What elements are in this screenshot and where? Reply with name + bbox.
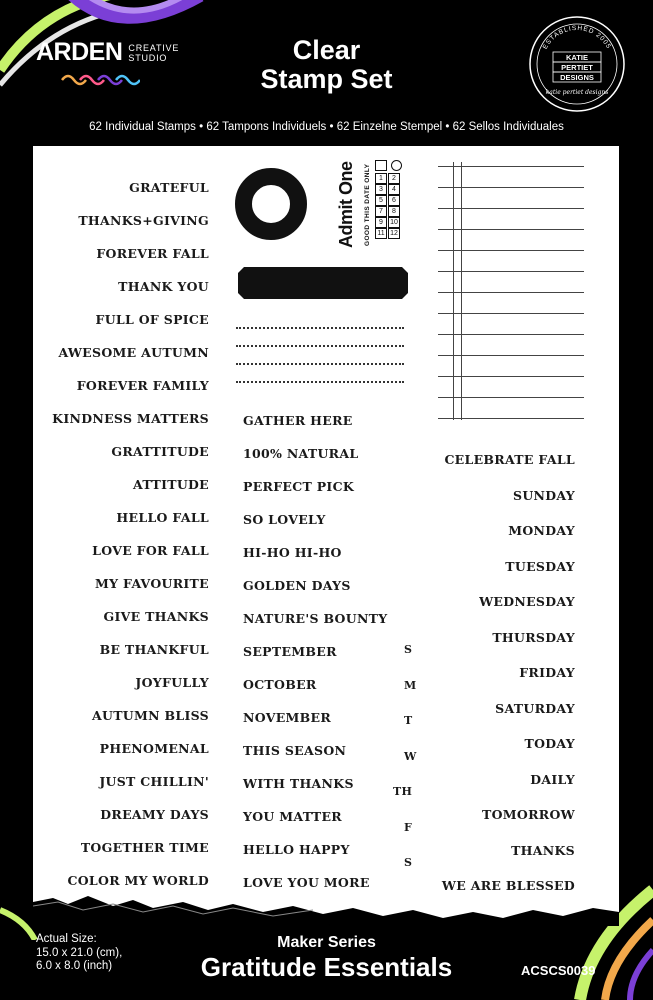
brand-sub-line1: CREATIVE bbox=[128, 42, 180, 53]
stamp-word: TOMORROW bbox=[481, 807, 575, 822]
brand-sub-line2: STUDIO bbox=[128, 52, 168, 63]
admit-one-subtext: GOOD THIS DATE ONLY bbox=[364, 163, 371, 246]
label-bar-stamp bbox=[238, 267, 408, 299]
dotted-line-stamp bbox=[236, 363, 404, 365]
stamp-word: TUESDAY bbox=[505, 558, 575, 574]
stamp-word: OCTOBER bbox=[243, 677, 317, 692]
stamp-word: MY FAVOURITE bbox=[95, 576, 209, 591]
product-code: ACSCS0039 bbox=[521, 963, 596, 978]
ticket-number-cell: 5 bbox=[375, 195, 387, 206]
ticket-number-cell: 4 bbox=[388, 184, 400, 195]
ticket-number-cell: 8 bbox=[388, 206, 400, 217]
stamp-sheet bbox=[33, 146, 619, 926]
weekday-letter: W bbox=[404, 749, 417, 763]
weekday-letter: S bbox=[404, 643, 413, 656]
stamp-count-subtitle: 62 Individual Stamps • 62 Tampons Individuels • 62 Einzelne Stempel • 62 Sellos Individuales bbox=[89, 121, 564, 133]
ticket-number-cell: 7 bbox=[375, 206, 387, 217]
seal-bottom-text: katie pertiet designs bbox=[545, 89, 609, 96]
stamp-word: SUNDAY bbox=[513, 487, 575, 503]
stamp-word: AUTUMN BLISS bbox=[92, 708, 209, 723]
stamp-word: WEDNESDAY bbox=[479, 594, 575, 609]
stamp-word: GRATEFUL bbox=[129, 180, 209, 195]
ticket-number-cell: 6 bbox=[388, 195, 400, 206]
seal-line2: PERTIET bbox=[561, 63, 593, 72]
stamp-word: TOGETHER TIME bbox=[80, 840, 209, 855]
seal-top-text: ESTABLISHED 2005 bbox=[541, 24, 613, 51]
product-name: Gratitude Essentials bbox=[200, 952, 453, 982]
stamp-word: HI-HO HI-HO bbox=[243, 545, 342, 560]
stamp-word: JOYFULLY bbox=[135, 675, 209, 690]
dotted-line-stamp bbox=[236, 345, 404, 347]
notepad-margin-line bbox=[453, 162, 454, 420]
stamp-word: THANKS bbox=[511, 842, 575, 858]
size-cm: 15.0 x 21.0 (cm), bbox=[36, 946, 123, 959]
ticket-number-cell: 11 bbox=[375, 228, 387, 239]
size-inch: 6.0 x 8.0 (inch) bbox=[36, 960, 113, 972]
seal-line1: KATIE bbox=[566, 53, 588, 62]
stamp-word: WITH THANKS bbox=[243, 776, 354, 791]
stamp-word: FOREVER FALL bbox=[96, 246, 209, 261]
notepad-line bbox=[438, 229, 584, 230]
stamp-word: FOREVER FAMILY bbox=[76, 378, 209, 393]
stamp-word: GIVE THANKS bbox=[103, 609, 209, 624]
stamp-word: NOVEMBER bbox=[243, 710, 332, 725]
dotted-line-stamp bbox=[236, 381, 404, 383]
stamp-word: PERFECT PICK bbox=[243, 479, 354, 494]
notepad-line bbox=[438, 187, 584, 188]
weekday-letter: T bbox=[404, 714, 413, 727]
stamp-word: WE ARE BLESSED bbox=[441, 878, 575, 893]
stamp-word: ATTITUDE bbox=[133, 477, 209, 492]
ticket-number-cell: 9 bbox=[375, 217, 387, 228]
stamp-word: GRATTITUDE bbox=[111, 444, 209, 459]
stamp-word: THURSDAY bbox=[492, 629, 575, 645]
stamp-word: THANKS+GIVING bbox=[78, 213, 209, 228]
admit-one-text: Admit One bbox=[336, 161, 356, 248]
stamp-word: KINDNESS MATTERS bbox=[52, 411, 209, 426]
stamp-word: FULL OF SPICE bbox=[95, 312, 209, 327]
dotted-line-stamp bbox=[236, 327, 404, 329]
notepad-line bbox=[438, 313, 584, 314]
ticket-number-cell: 2 bbox=[388, 173, 400, 184]
ticket-number-cell: 12 bbox=[388, 228, 400, 239]
notepad-line bbox=[438, 292, 584, 293]
notepad-margin-line bbox=[461, 162, 462, 420]
stamp-word: SO LOVELY bbox=[243, 512, 326, 527]
brand-name: ARDEN bbox=[36, 38, 123, 66]
stamp-word: SEPTEMBER bbox=[243, 644, 337, 659]
seal-line3: DESIGNS bbox=[560, 73, 594, 82]
stamp-word: YOU MATTER bbox=[243, 809, 342, 824]
title-line1: Clear bbox=[292, 35, 361, 65]
ticket-circle-icon bbox=[391, 160, 402, 171]
stamp-word: LOVE FOR FALL bbox=[92, 543, 209, 558]
stamp-word: BE THANKFUL bbox=[99, 642, 209, 657]
stamp-word: COLOR MY WORLD bbox=[67, 873, 209, 888]
stamp-word: HELLO FALL bbox=[116, 510, 209, 525]
notepad-line bbox=[438, 208, 584, 209]
series-name: Maker Series bbox=[277, 934, 376, 951]
weekday-letter: S bbox=[404, 856, 413, 869]
title-line2: Stamp Set bbox=[260, 64, 393, 94]
notepad-line bbox=[438, 397, 584, 398]
ticket-square-icon bbox=[375, 160, 387, 171]
weekday-letter: M bbox=[404, 678, 417, 692]
stamp-word: DREAMY DAYS bbox=[100, 807, 209, 822]
stamp-word: DAILY bbox=[530, 771, 575, 787]
weekday-letter: F bbox=[404, 820, 413, 834]
rainbow-swoosh-top-center bbox=[60, 0, 210, 30]
stamp-word: FRIDAY bbox=[519, 665, 575, 680]
stamp-word: AWESOME AUTUMN bbox=[58, 345, 209, 360]
stamp-word: NATURE'S BOUNTY bbox=[243, 611, 388, 626]
ticket-number-cell: 1 bbox=[375, 173, 387, 184]
weekday-letter: TH bbox=[393, 785, 413, 798]
size-label: Actual Size: bbox=[36, 933, 97, 945]
svg-text:ESTABLISHED 2005 bbox=[542, 25, 612, 51]
ticket-number-cell: 10 bbox=[388, 217, 400, 228]
notepad-line bbox=[438, 334, 584, 335]
stamp-word: HELLO HAPPY bbox=[243, 842, 350, 857]
stamp-word: TODAY bbox=[524, 736, 575, 751]
designer-seal-logo bbox=[527, 14, 627, 114]
notepad-line bbox=[438, 418, 584, 419]
stamp-word: THIS SEASON bbox=[243, 743, 347, 758]
notepad-line bbox=[438, 376, 584, 377]
stamp-word: CELEBRATE FALL bbox=[444, 452, 575, 467]
stamp-word: PHENOMENAL bbox=[99, 741, 209, 756]
stamp-word: JUST CHILLIN' bbox=[99, 774, 209, 789]
stamp-word: 100% NATURAL bbox=[243, 446, 359, 461]
stamp-word: GATHER HERE bbox=[243, 413, 353, 428]
ring-stamp-icon bbox=[235, 168, 307, 240]
stamp-word: GOLDEN DAYS bbox=[243, 578, 351, 593]
notepad-line bbox=[438, 355, 584, 356]
notepad-line bbox=[438, 166, 584, 167]
notepad-line bbox=[438, 250, 584, 251]
stamp-word: THANK YOU bbox=[118, 279, 209, 294]
stamp-word: MONDAY bbox=[508, 523, 575, 538]
stamp-word: LOVE YOU MORE bbox=[243, 875, 370, 890]
notepad-line bbox=[438, 271, 584, 272]
ticket-number-cell: 3 bbox=[375, 184, 387, 195]
stamp-word: SATURDAY bbox=[495, 700, 575, 716]
torn-paper-edge bbox=[33, 888, 619, 926]
